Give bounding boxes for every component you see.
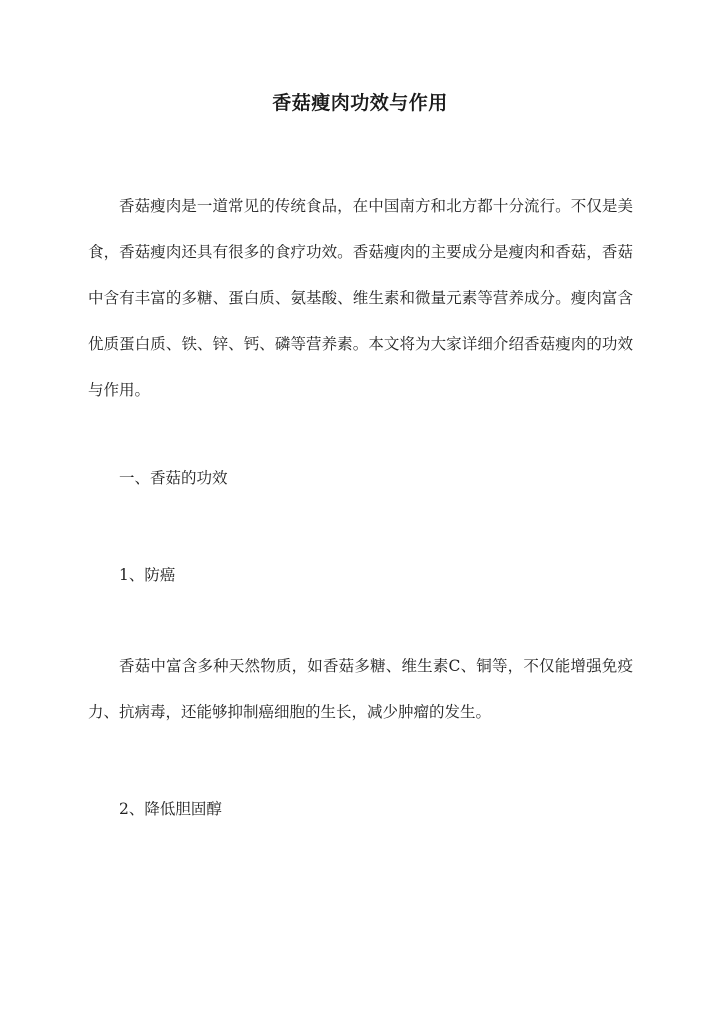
section-heading-mushroom-benefits: 一、香菇的功效: [119, 469, 228, 487]
document-title: 香菇瘦肉功效与作用: [272, 92, 448, 114]
item-heading-anticancer: 1、防癌: [119, 566, 176, 584]
anticancer-paragraph: 香菇中富含多种天然物质，如香菇多糖、维生素C、铜等，不仅能增强免疫力、抗病毒，还能够抑制癌细胞的生长，减少肿瘤的发生。: [88, 657, 633, 721]
intro-paragraph: 香菇瘦肉是一道常见的传统食品，在中国南方和北方都十分流行。不仅是美食，香菇瘦肉还具有很多的食疗功效。香菇瘦肉的主要成分是瘦肉和香菇，香菇中含有丰富的多糖、蛋白质、氨基酸、维生素和微量元素等营养成分。瘦肉富含优质蛋白质、铁、锌、钙、磷等营养素。本文将为大家详细介绍香菇瘦肉的功效与作用。: [88, 197, 633, 399]
item-heading-lower-cholesterol: 2、降低胆固醇: [119, 800, 222, 818]
